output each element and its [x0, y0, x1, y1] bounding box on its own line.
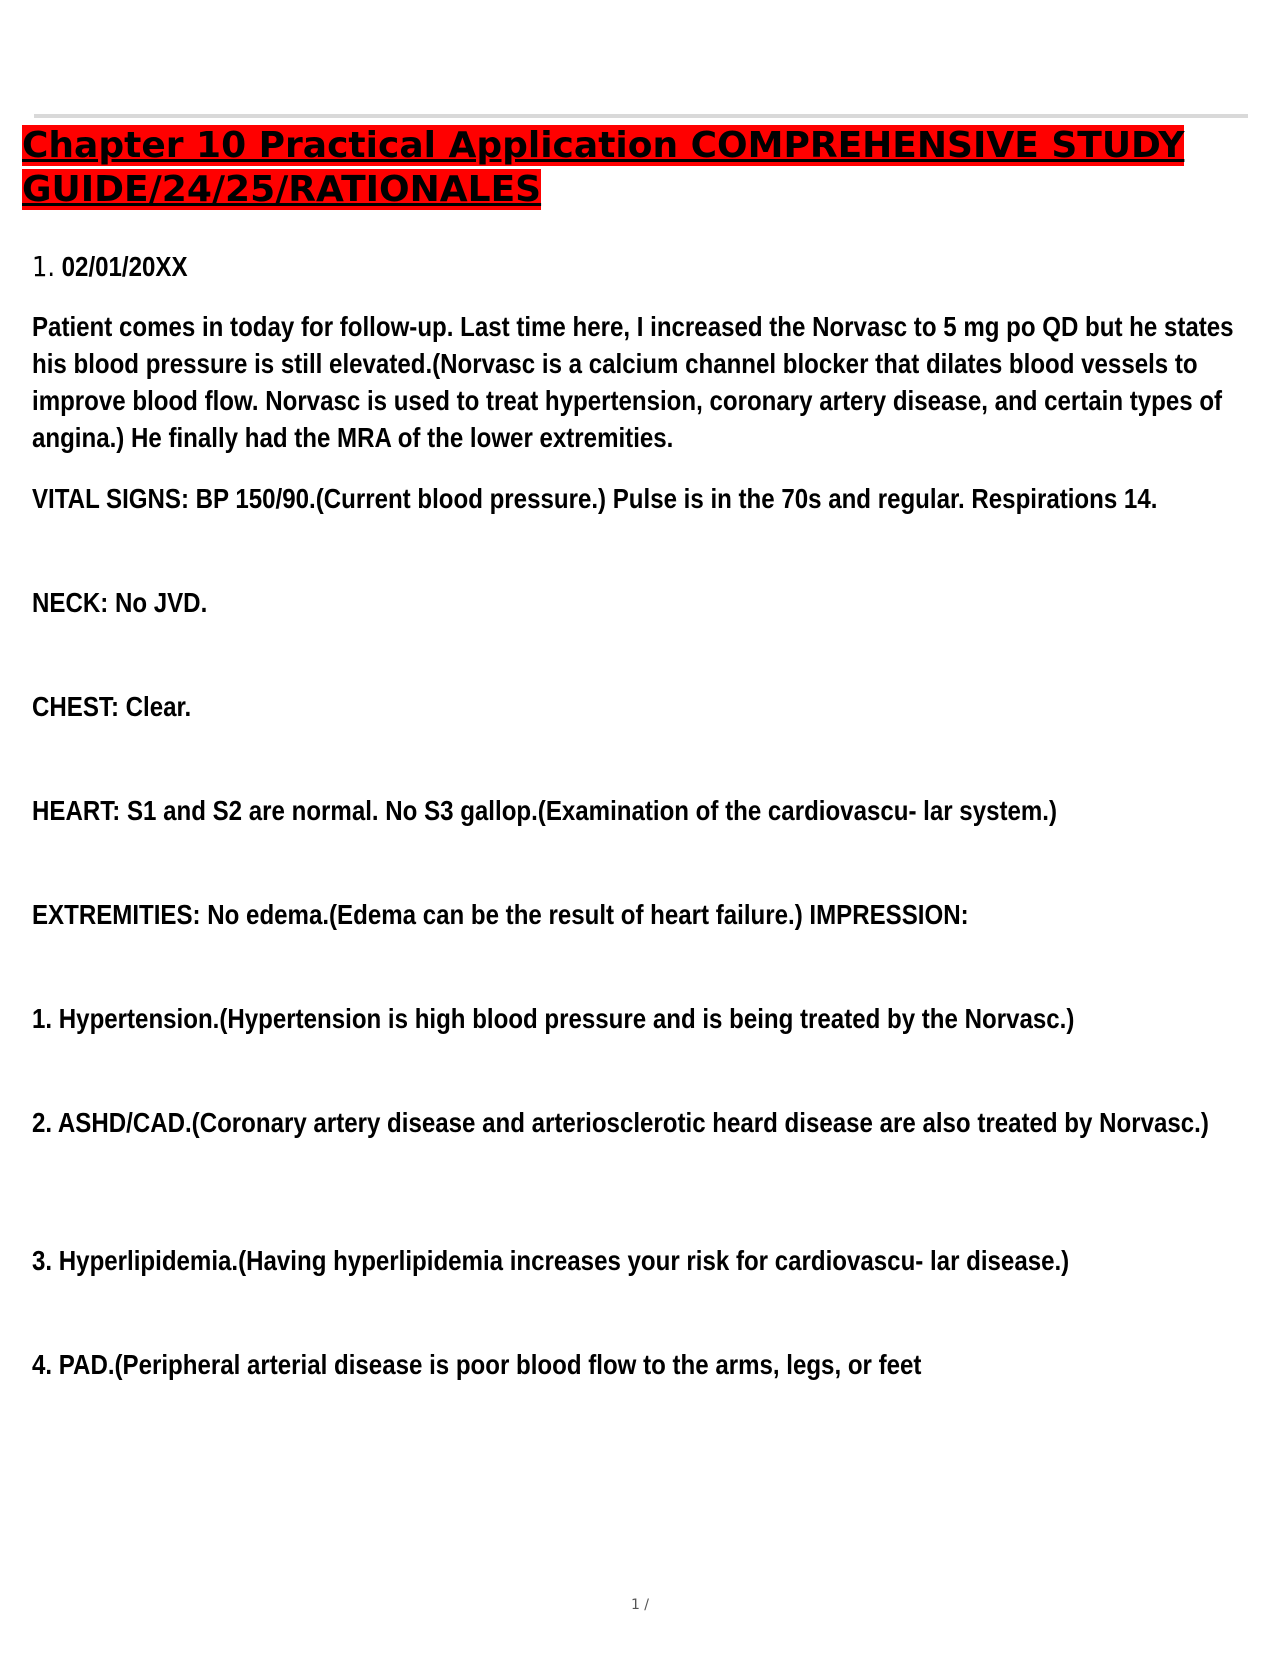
document-title: [22, 124, 1252, 212]
impression-text: Hyperlipidemia.(Having hyperlipidemia increases your risk for cardiovascu- lar disease.): [58, 1245, 1070, 1276]
neck-paragraph: NECK: No JVD.: [32, 587, 208, 618]
header-rule: [34, 114, 1248, 118]
chest-paragraph: CHEST: Clear.: [32, 691, 192, 722]
entry-number: 1.: [32, 250, 55, 283]
page-indicator: 1 /: [630, 1597, 650, 1613]
title-line-1: Chapter 10 Practical Application COMPREHENSIVE STUDY: [22, 125, 1185, 166]
heart-paragraph: HEART: S1 and S2 are normal. No S3 gallop.(Examination of the cardiovascu- lar system.): [32, 795, 1058, 826]
impression-number: 4.: [32, 1349, 53, 1380]
impression-text: Hypertension.(Hypertension is high blood pressure and is being treated by the Norvasc.): [58, 1003, 1075, 1034]
impression-text: ASHD/CAD.(Coronary artery disease and arteriosclerotic heard disease are also treated by Norvasc.): [57, 1107, 1209, 1138]
title-line-2: GUIDE/24/25/RATIONALES: [22, 169, 542, 210]
impression-item: [32, 1000, 1251, 1037]
impression-number: 2.: [32, 1107, 53, 1138]
date-line: [32, 248, 188, 285]
extremities-paragraph: EXTREMITIES: No edema.(Edema can be the result of heart failure.) IMPRESSION:: [32, 899, 969, 930]
impression-text: PAD.(Peripheral arterial disease is poor blood flow to the arms, legs, or feet: [58, 1349, 922, 1380]
impression-item: [32, 1346, 1251, 1383]
impression-number: 1.: [32, 1003, 53, 1034]
impression-item: [32, 1104, 1251, 1141]
vitals-paragraph: VITAL SIGNS: BP 150/90.(Current blood pressure.) Pulse is in the 70s and regular. Respirations 14.: [32, 483, 1158, 514]
impression-item: [32, 1242, 1251, 1279]
intro-paragraph: Patient comes in today for follow-up. Last time here, I increased the Norvasc to 5 mg po QD but he states his blood pressure is still elevated.(Norvasc is a calcium channel blocker that dilates blood vessels to improve blood flow. Norvasc is used to treat hypertension, coronary artery disease, and certain types of angina.) He finally had the MRA of the lower extremities.: [32, 311, 1234, 453]
impression-number: 3.: [32, 1245, 53, 1276]
entry-date: 02/01/20XX: [61, 251, 188, 282]
